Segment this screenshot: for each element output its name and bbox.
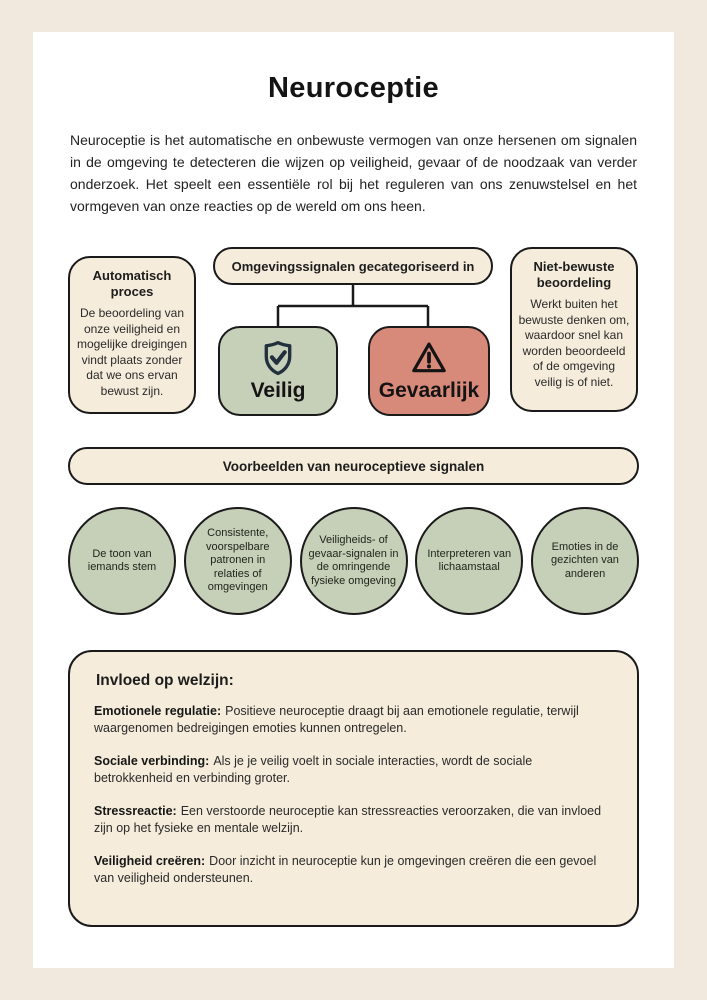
signal-circle-patterns: Consistente, voorspelbare patronen in relaties of omgevingen: [184, 507, 292, 615]
impact-item-label: Veiligheid creëren:: [94, 854, 206, 868]
signal-circle-environment: Veiligheids- of gevaar-signalen in de omringende fysieke omgeving: [300, 507, 408, 615]
content-card: [33, 32, 674, 968]
impact-item-label: Emotionele regulatie:: [94, 704, 222, 718]
intro-paragraph: Neuroceptie is het automatische en onbewuste vermogen van onze hersenen om signalen in de omgeving te detecteren die wijzen op veiligheid, gevaar of de noodzaak van verder onderzoek. Het speelt een essentiële rol bij het reguleren van ons zenuwstelsel en het vormgeven van onze reacties op de wereld om ons heen.: [70, 132, 637, 214]
page-title: Neuroceptie: [268, 72, 439, 104]
impact-item-text: Een verstoorde neuroceptie kan stressreacties veroorzaken, die van invloed zijn op het fysieke en mentale welzijn.: [94, 804, 602, 835]
safe-box: [218, 326, 338, 416]
nonconscious-box: [510, 247, 638, 412]
impact-item-label: Stressreactie:: [94, 804, 177, 818]
automatic-process-box: [68, 256, 196, 414]
impact-item-social: [94, 753, 613, 787]
nonconscious-title: Niet-bewuste beoordeling: [533, 259, 615, 290]
examples-banner: Voorbeelden van neuroceptieve signalen: [68, 447, 639, 485]
nonconscious-body: Werkt buiten het bewuste denken om, waardoor snel kan worden beoordeeld of de omgeving veilig is of niet.: [518, 297, 630, 389]
impact-item-emotional: [94, 703, 613, 737]
impact-item-text: Als je je veilig voelt in sociale interacties, wordt de sociale betrokkenheid en verbinding groter.: [94, 754, 533, 785]
impact-item-text: Door inzicht in neuroceptie kun je omgevingen creëren die een gevoel van veiligheid ondersteunen.: [94, 854, 597, 885]
shield-check-icon: [259, 339, 297, 377]
signal-circles: [68, 507, 639, 615]
impact-item-label: Sociale verbinding:: [94, 754, 210, 768]
danger-label: Gevaarlijk: [378, 379, 480, 402]
warning-triangle-icon: [410, 339, 448, 377]
signal-circle-faces: Emoties in de gezichten van anderen: [531, 507, 639, 615]
signal-circle-voice: De toon van iemands stem: [68, 507, 176, 615]
categorization-pill: Omgevingssignalen gecategoriseerd in: [213, 247, 493, 285]
impact-item-stress: [94, 803, 613, 837]
automatic-process-title: Automatisch proces: [92, 268, 172, 299]
signal-circle-bodylanguage: Interpreteren van lichaamstaal: [415, 507, 523, 615]
automatic-process-body: De beoordeling van onze veiligheid en mogelijke dreigingen vindt plaats zonder dat we ons ervan bewust zijn.: [76, 306, 188, 398]
neuroception-diagram: [68, 247, 639, 417]
impact-item-text: Positieve neuroceptie draagt bij aan emotionele regulatie, terwijl waargenomen bedreigingen emoties kunnen ontregelen.: [94, 704, 579, 735]
impact-title: Invloed op welzijn:: [96, 672, 234, 689]
safe-label: Veilig: [250, 379, 306, 402]
impact-item-safety: [94, 853, 613, 887]
danger-box: [368, 326, 490, 416]
impact-box: [68, 650, 639, 927]
